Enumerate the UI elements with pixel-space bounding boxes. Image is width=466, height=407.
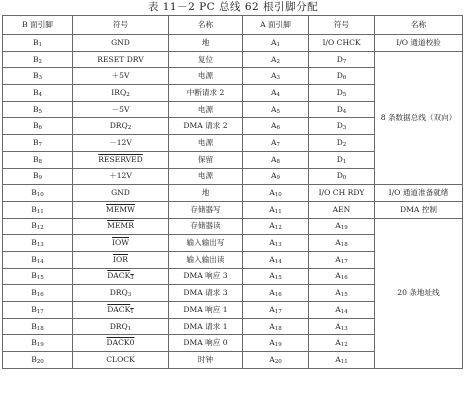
b-pin-cell: $B_{13}$ <box>3 235 73 252</box>
b-name-cell: 存储器读 <box>169 218 243 235</box>
b-symbol-cell: $\overline{IOR}$ <box>73 251 169 268</box>
b-pin-cell: $B_1$ <box>3 35 73 52</box>
b-name-cell: 地 <box>169 35 243 52</box>
b-name-cell: 中断请求 2 <box>169 85 243 102</box>
b-symbol-cell: MEMR <box>73 218 169 235</box>
b-symbol-cell: －12V <box>73 135 169 152</box>
b-symbol-cell: $IRQ_2$ <box>73 85 169 102</box>
b-symbol-cell: CLOCK <box>73 352 169 369</box>
b-name-cell: 时钟 <box>169 352 243 369</box>
b-pin-cell: $B_2$ <box>3 51 73 68</box>
table-row <box>3 218 463 235</box>
header-b-pin: B 面引脚 <box>3 16 73 35</box>
header-a-symbol: 符号 <box>309 16 375 35</box>
b-name-cell: 电源 <box>169 135 243 152</box>
a-pin-cell: $A_3$ <box>243 68 309 85</box>
b-pin-cell: $B_6$ <box>3 118 73 135</box>
a-pin-cell: $A_6$ <box>243 118 309 135</box>
a-symbol-cell: AEN <box>309 201 375 218</box>
b-name-cell: DMA 响应 1 <box>169 302 243 319</box>
a-pin-cell: $A_{10}$ <box>243 185 309 202</box>
b-name-cell: 存储器写 <box>169 201 243 218</box>
table-caption: 表 11－2 PC 总线 62 根引脚分配 <box>147 1 319 13</box>
a-pin-cell: $A_2$ <box>243 51 309 68</box>
b-symbol-cell: $DRQ_2$ <box>73 118 169 135</box>
a-pin-cell: $A_5$ <box>243 101 309 118</box>
table-row <box>3 185 463 202</box>
a-pin-cell: $A_{16}$ <box>243 285 309 302</box>
b-name-cell: 电源 <box>169 168 243 185</box>
a-symbol-cell: $A_{15}$ <box>309 285 375 302</box>
a-symbol-cell: $A_{16}$ <box>309 268 375 285</box>
b-pin-cell: $B_{16}$ <box>3 285 73 302</box>
b-pin-cell: $B_{18}$ <box>3 318 73 335</box>
a-pin-cell: $A_1$ <box>243 35 309 52</box>
a-pin-cell: $A_8$ <box>243 151 309 168</box>
b-name-cell: 电源 <box>169 68 243 85</box>
b-pin-cell: $B_{10}$ <box>3 185 73 202</box>
a-symbol-cell: $D_1$ <box>309 151 375 168</box>
a-name-io-ready: I/O 通道准备就绪 <box>375 185 463 202</box>
b-symbol-cell: GND <box>73 185 169 202</box>
b-symbol-cell: GND <box>73 35 169 52</box>
header-b-symbol: 符号 <box>73 16 169 35</box>
a-symbol-cell: $D_2$ <box>309 135 375 152</box>
b-symbol-cell: $\overline{IOW}$ <box>73 235 169 252</box>
b-pin-cell: $B_{17}$ <box>3 302 73 319</box>
b-symbol-cell: ＋5V <box>73 68 169 85</box>
b-pin-cell: $B_{19}$ <box>3 335 73 352</box>
b-symbol-cell: ＋12V <box>73 168 169 185</box>
b-symbol-cell: RESET DRV <box>73 51 169 68</box>
b-symbol-cell: $DRQ_3$ <box>73 285 169 302</box>
b-name-cell: 输入输出写 <box>169 235 243 252</box>
a-pin-cell: $A_{17}$ <box>243 302 309 319</box>
b-pin-cell: $B_{11}$ <box>3 201 73 218</box>
a-pin-cell: $A_9$ <box>243 168 309 185</box>
b-symbol-cell: －5V <box>73 101 169 118</box>
a-symbol-cell: $D_4$ <box>309 101 375 118</box>
a-symbol-cell: I/O CH RDY <box>309 185 375 202</box>
b-name-cell: 地 <box>169 185 243 202</box>
a-name-dma-control: DMA 控制 <box>375 201 463 218</box>
a-pin-cell: $A_{14}$ <box>243 251 309 268</box>
a-pin-cell: $A_4$ <box>243 85 309 102</box>
a-symbol-cell: $A_{14}$ <box>309 302 375 319</box>
b-pin-cell: $B_7$ <box>3 135 73 152</box>
b-pin-cell: $B_4$ <box>3 85 73 102</box>
b-name-cell: 保留 <box>169 151 243 168</box>
a-symbol-cell: $A_{12}$ <box>309 335 375 352</box>
b-name-cell: DMA 请求 1 <box>169 318 243 335</box>
b-pin-cell: $B_5$ <box>3 101 73 118</box>
b-name-cell: 输入输出读 <box>169 251 243 268</box>
a-pin-cell: $A_7$ <box>243 135 309 152</box>
a-symbol-cell: $A_{13}$ <box>309 318 375 335</box>
b-pin-cell: $B_{20}$ <box>3 352 73 369</box>
a-symbol-cell: $A_{11}$ <box>309 352 375 369</box>
b-symbol-cell: $DRQ_1$ <box>73 318 169 335</box>
a-pin-cell: $A_{12}$ <box>243 218 309 235</box>
a-name-address-bus: 20 条地址线 <box>375 218 463 368</box>
header-b-name: 名称 <box>169 16 243 35</box>
a-symbol-cell: $A_{19}$ <box>309 218 375 235</box>
b-symbol-cell: MEMW <box>73 201 169 218</box>
a-pin-cell: $A_{20}$ <box>243 352 309 369</box>
a-symbol-cell: $A_{18}$ <box>309 235 375 252</box>
b-pin-cell: $B_{14}$ <box>3 251 73 268</box>
b-name-cell: DMA 响应 0 <box>169 335 243 352</box>
b-name-cell: DMA 响应 3 <box>169 268 243 285</box>
table-row <box>3 201 463 218</box>
a-symbol-cell: $D_5$ <box>309 85 375 102</box>
b-symbol-cell: $DACK_3$ <box>73 268 169 285</box>
pin-table <box>2 15 463 369</box>
b-pin-cell: $B_8$ <box>3 151 73 168</box>
a-name-cell: I/O 通道校验 <box>375 35 463 52</box>
b-name-cell: 复位 <box>169 51 243 68</box>
b-symbol-cell: DACK0 <box>73 335 169 352</box>
table-row <box>3 35 463 52</box>
a-pin-cell: $A_{11}$ <box>243 201 309 218</box>
b-pin-cell: $B_{15}$ <box>3 268 73 285</box>
table-row <box>3 51 463 68</box>
a-symbol-cell: $D_6$ <box>309 68 375 85</box>
header-a-name: 名称 <box>375 16 463 35</box>
b-name-cell: 电源 <box>169 101 243 118</box>
b-symbol-cell: $DACK_1$ <box>73 302 169 319</box>
a-pin-cell: $A_{18}$ <box>243 318 309 335</box>
header-row <box>3 16 463 35</box>
b-pin-cell: $B_9$ <box>3 168 73 185</box>
a-symbol-cell: $D_0$ <box>309 168 375 185</box>
a-symbol-cell: $A_{17}$ <box>309 251 375 268</box>
b-pin-cell: $B_3$ <box>3 68 73 85</box>
b-name-cell: DMA 请求 2 <box>169 118 243 135</box>
b-name-cell: DMA 请求 3 <box>169 285 243 302</box>
b-pin-cell: $B_{12}$ <box>3 218 73 235</box>
a-pin-cell: $A_{15}$ <box>243 268 309 285</box>
a-pin-cell: $A_{19}$ <box>243 335 309 352</box>
a-symbol-cell: I/O CHCK <box>309 35 375 52</box>
b-symbol-cell: RESERVED <box>73 151 169 168</box>
a-pin-cell: $A_{13}$ <box>243 235 309 252</box>
a-symbol-cell: $D_3$ <box>309 118 375 135</box>
a-name-data-bus: 8 条数据总线（双向） <box>375 51 463 185</box>
a-symbol-cell: $D_7$ <box>309 51 375 68</box>
header-a-pin: A 面引脚 <box>243 16 309 35</box>
